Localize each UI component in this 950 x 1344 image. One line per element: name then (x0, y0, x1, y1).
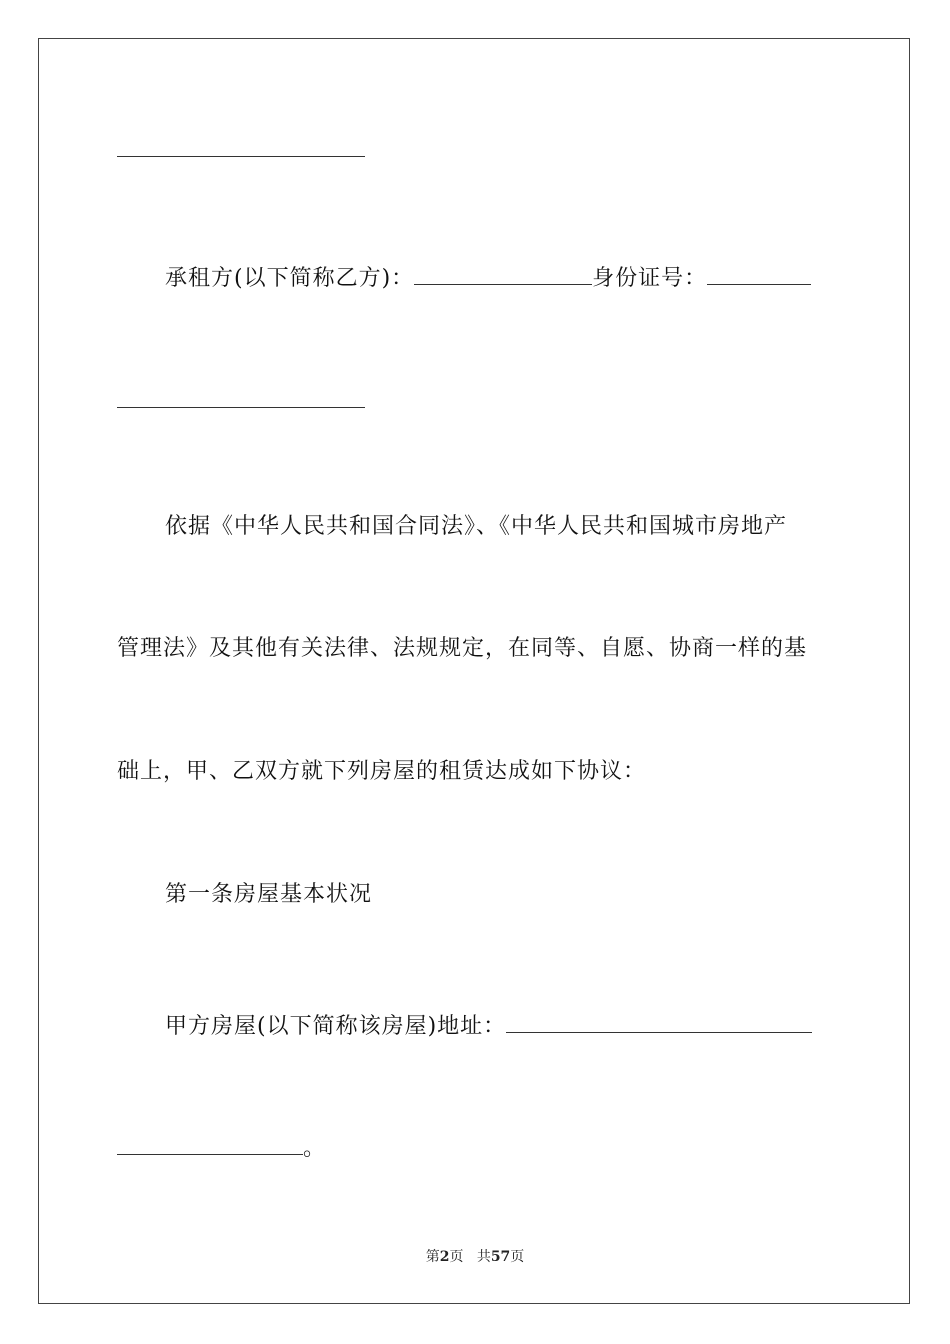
address-line (165, 1010, 812, 1042)
lessee-id-label: 身份证号： (592, 266, 708, 291)
lessee-label: 承租方(以下简称乙方)： (165, 266, 415, 291)
footer-page-prefix: 第 (425, 1249, 440, 1265)
address-continued-line (117, 1132, 326, 1164)
page-border (38, 38, 910, 1304)
blank-line-top (117, 156, 365, 157)
address-blank (506, 1010, 812, 1033)
footer-page-suffix: 页 (449, 1249, 464, 1265)
footer-total-prefix: 共 (476, 1249, 491, 1265)
lessee-id-blank (707, 262, 811, 285)
page-footer (0, 1246, 950, 1266)
end-mark: 。 (303, 1136, 327, 1161)
lessee-name-blank (414, 262, 592, 285)
intro-line-1: 依据《中华人民共和国合同法》、《中华人民共和国城市房地产 (165, 514, 788, 539)
lessee-line (165, 262, 811, 294)
address-label: 甲方房屋(以下简称该房屋)地址： (165, 1014, 507, 1039)
intro-line-2: 管理法》及其他有关法律、法规规定，在同等、自愿、协商一样的基 (117, 636, 808, 661)
footer-page-number: 2 (439, 1249, 450, 1265)
address-blank-continued (117, 1132, 303, 1155)
intro-line-3: 础上，甲、乙双方就下列房屋的租赁达成如下协议： (117, 759, 647, 784)
article1-title: 第一条房屋基本状况 (165, 882, 373, 907)
footer-total-suffix: 页 (510, 1249, 525, 1265)
blank-line-id-continued (117, 407, 365, 408)
footer-total-number: 57 (490, 1249, 511, 1265)
